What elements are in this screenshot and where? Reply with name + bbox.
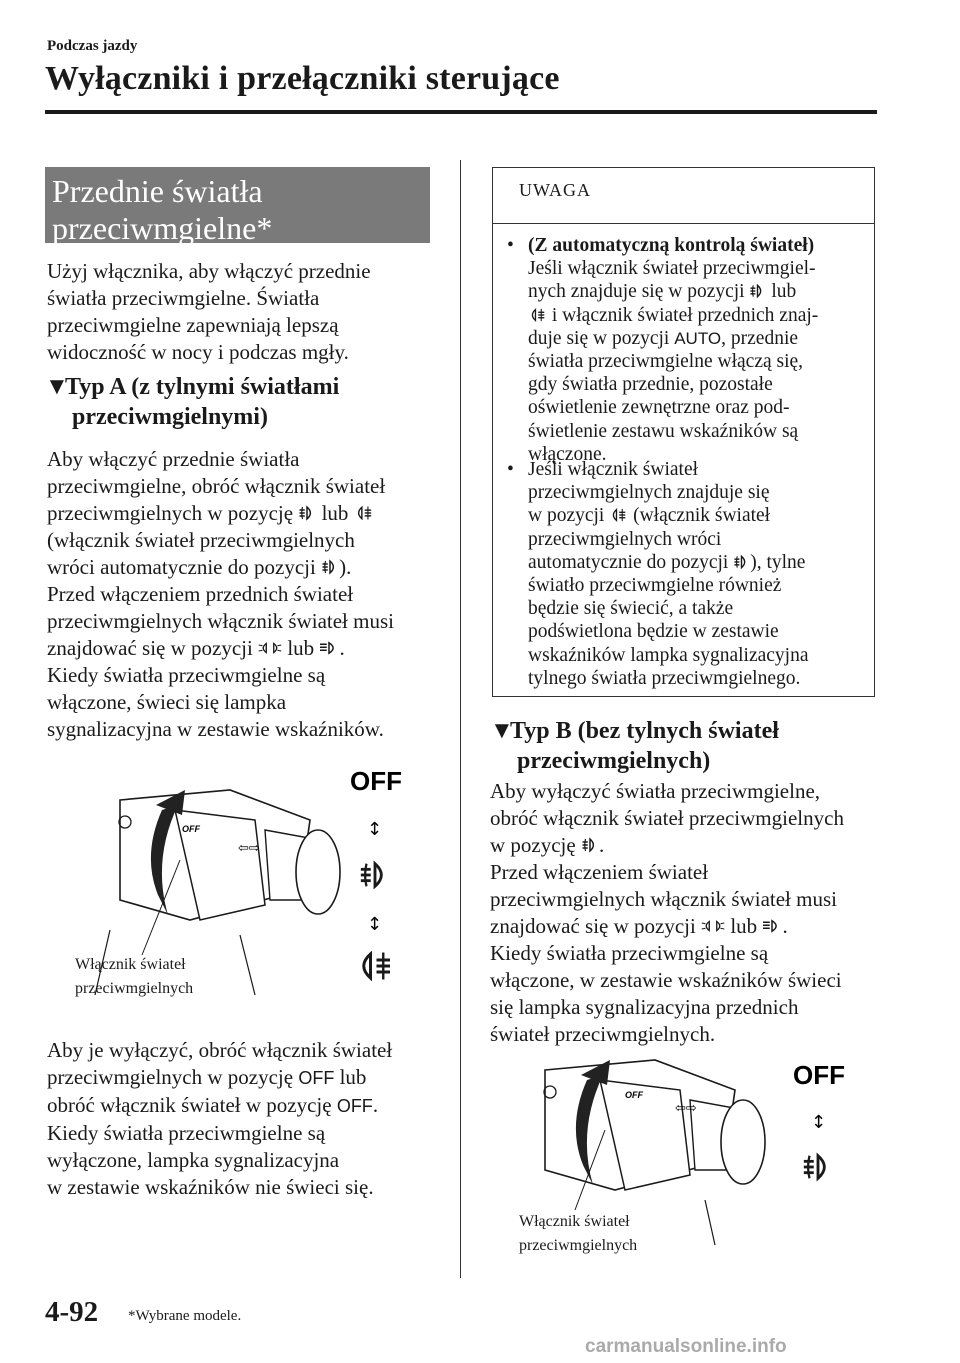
off-paragraph <box>47 1037 457 1201</box>
text-line <box>490 913 910 940</box>
intro-line: widoczność w nocy i podczas mgły. <box>47 340 349 364</box>
text-span: lub <box>725 914 763 938</box>
text-line: włączone, świeci się lampka <box>47 690 287 714</box>
svg-text:OFF: OFF <box>182 824 200 834</box>
text-line: włączone. <box>528 443 607 465</box>
text-line: będzie się świecić, a także <box>528 598 734 620</box>
text-span: nych znajduje się w pozycji <box>528 281 750 303</box>
text-span: lub <box>316 501 354 525</box>
text-span: wróci automatycznie do pozycji <box>47 555 322 579</box>
text-line: włączone, w zestawie wskaźników świeci <box>490 968 842 992</box>
triangle-icon: ▼ <box>45 374 69 400</box>
auto-position-label: AUTO <box>674 328 722 348</box>
note-heading: UWAGA <box>493 168 874 224</box>
text-line: przeciwmgielnych wróci <box>528 528 722 550</box>
text-line: w zestawie wskaźników nie świeci się. <box>47 1175 374 1199</box>
text-span: i włącznik świateł przednich znaj- <box>547 304 819 326</box>
front-fog-icon <box>581 835 599 855</box>
svg-text:⇦⇨: ⇦⇨ <box>238 841 260 856</box>
parking-light-icon <box>258 639 282 657</box>
text-span: przeciwmgielnych w pozycję <box>47 1065 299 1089</box>
front-fog-icon <box>804 1156 825 1179</box>
text-span: lub <box>766 281 797 303</box>
svg-text:⇦⇨: ⇦⇨ <box>675 1101 697 1116</box>
headlight-icon <box>762 917 782 935</box>
arrow-updown-icon: ↕ <box>367 819 383 840</box>
page-title: Wyłączniki i przełączniki sterujące <box>45 60 560 97</box>
figure-a-caption <box>75 953 193 1001</box>
off-position-label: OFF <box>298 1068 335 1088</box>
typeB-paragraph <box>490 778 910 1048</box>
section-title-line1: Przednie światła <box>52 173 263 209</box>
text-line: świetlenie zestawu wskaźników są <box>528 420 799 442</box>
typeB-heading-line1: Typ B (bez tylnych świateł <box>510 718 779 744</box>
note-item-2-text <box>528 458 868 690</box>
column-divider <box>460 160 461 1278</box>
text-line: Przed włączeniem świateł <box>490 860 709 884</box>
text-line: Kiedy światła przeciwmgielne są <box>47 663 326 687</box>
text-line: Aby włączyć przednie światła <box>47 447 300 471</box>
typeB-heading-line2: przeciwmgielnych) <box>517 748 711 774</box>
text-span: . <box>598 833 605 857</box>
rear-fog-icon <box>528 306 547 324</box>
text-line <box>47 635 457 662</box>
text-line <box>528 504 868 527</box>
text-span: ), tylne <box>750 551 806 573</box>
figure-b-caption <box>519 1210 637 1258</box>
text-line: Aby wyłączyć światła przeciwmgielne, <box>490 779 821 803</box>
bullet: • <box>507 459 514 480</box>
intro-paragraph <box>47 258 447 366</box>
text-line: przeciwmgielne, obróć włącznik świateł <box>47 474 386 498</box>
front-fog-icon <box>298 503 316 523</box>
text-line: światła przeciwmgielne włączą się, <box>528 351 804 373</box>
text-span: . <box>339 636 345 660</box>
text-span: znajdować się w pozycji <box>47 636 259 660</box>
text-span: obróć włącznik świateł w pozycję <box>47 1093 337 1117</box>
off-label: OFF <box>793 1060 845 1090</box>
text-span: lub <box>334 1065 367 1089</box>
text-line: Przed włączeniem przednich świateł <box>47 582 354 606</box>
text-line: przeciwmgielnych włącznik świateł musi <box>47 609 394 633</box>
text-span: przeciwmgielnych w pozycję <box>47 501 299 525</box>
text-line: tylnego światła przeciwmgielnego. <box>528 667 801 689</box>
rear-fog-icon <box>609 506 628 524</box>
header-rule <box>45 110 877 114</box>
typeA-paragraph <box>47 446 457 743</box>
text-line <box>490 832 910 859</box>
headlight-icon <box>319 639 339 657</box>
triangle-icon: ▼ <box>490 718 514 744</box>
front-fog-icon <box>749 282 766 300</box>
text-span: automatycznie do pozycji <box>528 551 734 573</box>
text-line: sygnalizacyjna w zestawie wskaźników. <box>47 717 384 741</box>
note-box <box>492 167 875 697</box>
front-fog-icon <box>733 553 750 571</box>
text-line: wskaźników lampka sygnalizacyjna <box>528 644 809 666</box>
running-header: Podczas jazdy <box>47 38 138 54</box>
text-span: w pozycję <box>490 833 581 857</box>
off-position-label: OFF <box>336 1096 373 1116</box>
arrow-updown-icon: ↕ <box>811 1112 827 1133</box>
text-line: gdy światła przednie, pozostałe <box>528 374 773 396</box>
text-line: podświetlona będzie w zestawie <box>528 621 779 643</box>
note-item-1-text <box>528 234 868 466</box>
front-fog-icon <box>321 557 339 577</box>
rear-fog-icon <box>354 503 374 523</box>
typeB-heading <box>490 716 890 776</box>
text-span: . <box>782 914 788 938</box>
footnote: *Wybrane modele. <box>128 1308 242 1324</box>
svg-text:OFF: OFF <box>625 1090 643 1100</box>
text-line <box>528 551 868 574</box>
text-line: Kiedy światła przeciwmgielne są <box>47 1121 326 1145</box>
caption-line: Włącznik świateł <box>75 956 186 973</box>
text-line <box>47 1064 457 1092</box>
text-line <box>47 1092 457 1120</box>
text-line: Jeśli włącznik świateł <box>528 459 699 480</box>
typeA-heading-line2: przeciwmgielnymi) <box>72 404 268 430</box>
text-line: obróć włącznik świateł przeciwmgielnych <box>490 806 844 830</box>
rear-fog-icon <box>364 953 390 980</box>
page-number: 4-92 <box>45 1296 99 1328</box>
section-title-box <box>45 167 430 246</box>
text-line <box>528 304 868 327</box>
text-line: się lampka sygnalizacyjna przednich <box>490 995 799 1019</box>
text-span: ). <box>339 555 352 579</box>
text-line: światło przeciwmgielne również <box>528 575 782 597</box>
text-line: Aby je wyłączyć, obróć włącznik świateł <box>47 1038 393 1062</box>
text-line: Kiedy światła przeciwmgielne są <box>490 941 769 965</box>
intro-line: światła przeciwmgielne. Światła <box>47 286 320 310</box>
watermark: carmanualsonline.info <box>585 1336 787 1357</box>
intro-line: Użyj włącznika, aby włączyć przednie <box>47 259 371 283</box>
off-label: OFF <box>350 766 402 796</box>
arrow-updown-icon: ↕ <box>367 914 383 935</box>
text-span: duje się w pozycji <box>528 327 675 349</box>
bullet: • <box>507 235 514 256</box>
text-line <box>47 554 457 581</box>
text-line: (włącznik świateł przeciwmgielnych <box>47 528 355 552</box>
text-line: przeciwmgielnych znajduje się <box>528 482 770 504</box>
text-line: oświetlenie zewnętrzne oraz pod- <box>528 397 790 419</box>
parking-light-icon <box>701 917 725 935</box>
text-span: znajdować się w pozycji <box>490 914 702 938</box>
text-line <box>528 280 868 303</box>
text-line <box>47 500 457 527</box>
text-span: w pozycji <box>528 505 610 527</box>
text-line <box>528 327 868 350</box>
text-span: , przednie <box>721 327 799 349</box>
typeA-heading <box>45 372 445 432</box>
text-span: . <box>372 1093 379 1117</box>
caption-line: przeciwmgielnych <box>519 1237 638 1254</box>
caption-line: przeciwmgielnych <box>75 980 194 997</box>
caption-line: Włącznik świateł <box>519 1213 630 1230</box>
intro-line: przeciwmgielne zapewniają lepszą <box>47 313 339 337</box>
front-fog-icon <box>361 864 382 887</box>
section-title-line2: przeciwmgielne* <box>52 210 273 246</box>
text-span: (włącznik świateł <box>628 505 771 527</box>
text-line: przeciwmgielnych włącznik świateł musi <box>490 887 837 911</box>
text-line: wyłączone, lampka sygnalizacyjna <box>47 1148 340 1172</box>
typeA-heading-line1: Typ A (z tylnymi światłami <box>65 374 340 400</box>
text-line: Jeśli włącznik świateł przeciwmgiel- <box>528 258 816 280</box>
text-line: świateł przeciwmgielnych. <box>490 1022 716 1046</box>
text-line: (Z automatyczną kontrolą świateł) <box>528 235 815 256</box>
text-span: lub <box>282 636 320 660</box>
